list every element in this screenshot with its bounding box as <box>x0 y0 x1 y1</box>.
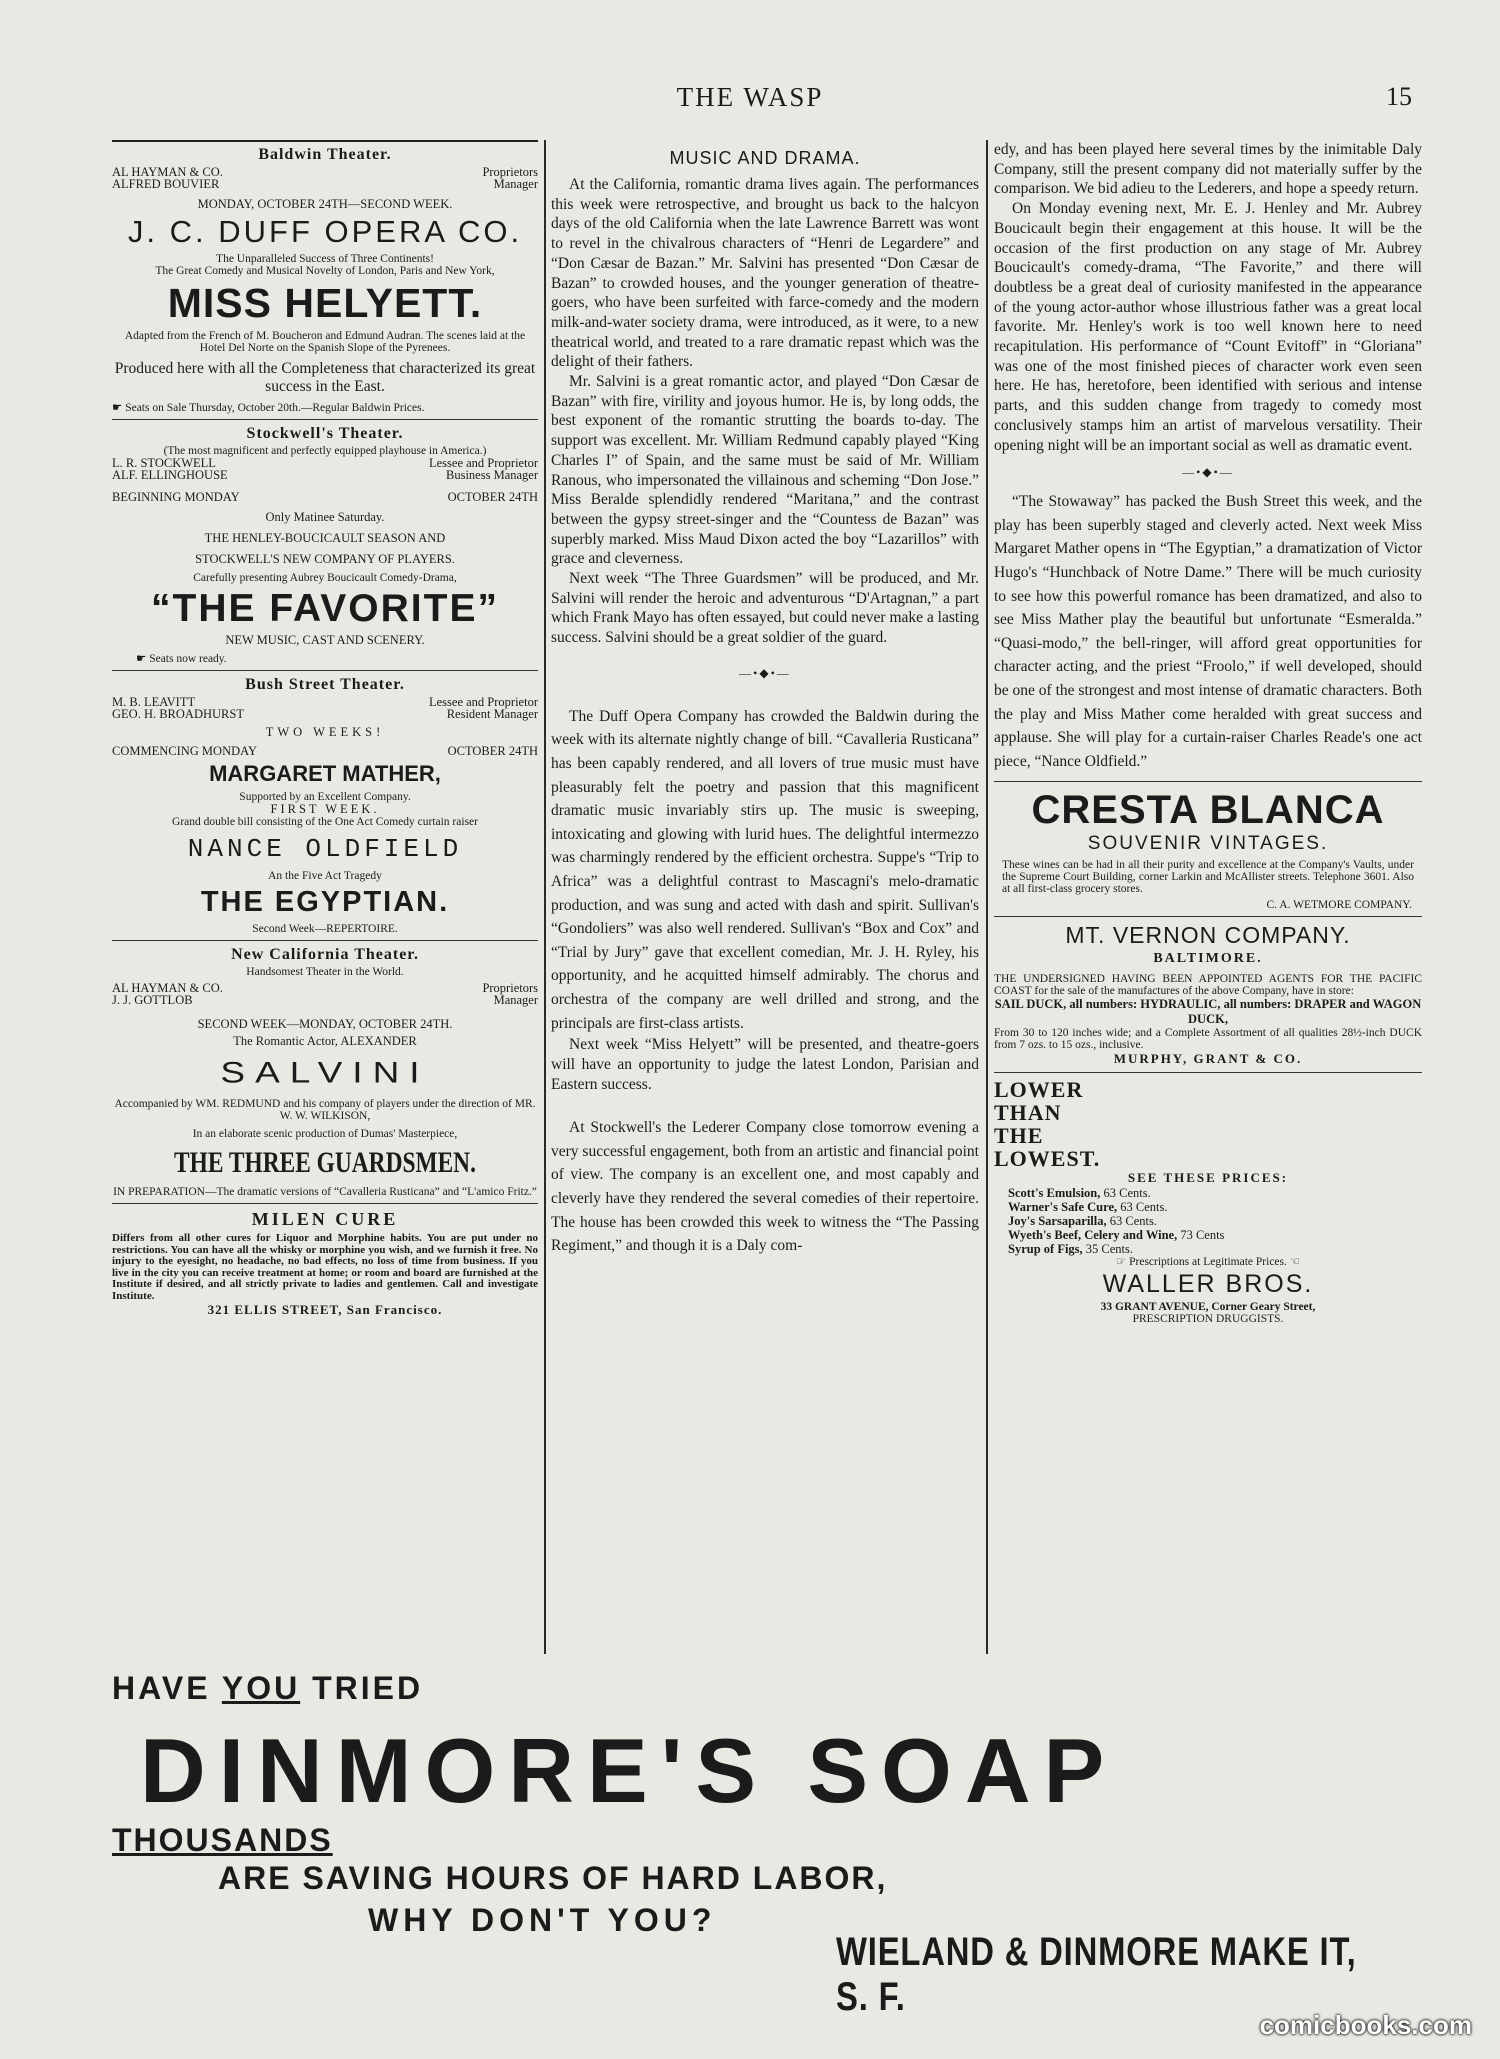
section-rule <box>994 1072 1422 1073</box>
column-divider <box>544 140 546 1654</box>
article-paragraph: “The Stowaway” has packed the Bush Street this week, and the play has been superbly staged and cleverly acted. Next week Miss Margaret Mather opens in “The Egyptian,” a dramatization of Victor Hugo's “Hunchback of Notre Dame.” There will be much curiosity to see how this powerful romance has been dramatized, and also to see Miss Mather play the beautiful but unfortunate “Esmeralda.” “Quasi-modo,” the bell-ringer, will afford great opportunities for character acting, and the priest “Froolo,” if well developed, should be one of the strongest and most intense of dramatic characters. Both the play and Miss Mather come heralded with great success and applause. She will play for a curtain-raiser Charles Reade's one act piece, “Nance Oldfield.” <box>994 493 1422 770</box>
ad-signature: MURPHY, GRANT & CO. <box>1113 1051 1303 1067</box>
waller-bros-ad <box>994 1078 1422 1325</box>
production-line: In an elaborate scenic production of Dumas' Masterpiece, <box>192 1128 458 1140</box>
two-weeks: TWO WEEKS! <box>265 725 385 739</box>
matinee-note: Only Matinee Saturday. <box>265 510 385 524</box>
ad-text: Differs from all other cures for Liquor and Morphine habits. You are put under no restrictions. You can have all the whisky or morphine you wish, and we furnish it free. No injury to the eyesight, no headache, no bad effects, no loss of time from business. If you live in the city you can receive treatment at home; or room and board are furnished at the Institute if desired, and all strictly private to ladies and gentlemen. Call and investigate Institute. <box>112 1232 538 1302</box>
price-item <box>1008 1186 1422 1200</box>
ad-line-1 <box>112 1670 423 1707</box>
company-name: J. C. DUFF OPERA CO. <box>127 214 523 249</box>
product-name: DINMORE'S SOAP <box>140 1721 1118 1822</box>
company-name: MT. VERNON COMPANY. <box>1065 922 1351 949</box>
prescription-text: Prescriptions at Legitimate Prices. <box>1129 1256 1287 1269</box>
prices-heading: SEE THESE PRICES: <box>1127 1170 1289 1186</box>
lessee-name: L. R. STOCKWELL <box>112 456 216 470</box>
store-name: WALLER BROS. <box>1102 1270 1314 1299</box>
actor-name: SALVINI <box>220 1056 430 1089</box>
product-name: Syrup of Figs, <box>1008 1242 1083 1257</box>
article-paragraph: At the California, romantic drama lives again. The performances this week were retrospective, and brought us back to the halcyon days of the old California when the late Lawrence Barrett was wont to revel in the chivalrous characters of “Henri de Legardere” and “Don Cæsar de Bazan.” Mr. Salvini has presented “Don Cæsar de Bazan” to crowded houses, and the younger generation of theatre-goers, who have been surfeited with farce-comedy and the modern milk-and-water society drama, were introduced, as it were, to a new theatrical world, and treated to a rare dramatic repast which was the delight of their fathers. <box>551 176 979 371</box>
article-title: MUSIC AND DRAMA. <box>669 148 861 168</box>
california-theater-ad <box>112 946 538 1198</box>
ad-text: These wines can be had in all their purity and excellence at the Company's Vaults, under the Supreme Court Building, corner Larkin and McAllister streets. Telephone 3601. Also at all first-class grocery stores. <box>1002 859 1414 896</box>
manager-role: Business Manager <box>446 468 538 482</box>
headline-line: LOWER <box>994 1077 1084 1103</box>
tagline: The Unparalleled Success of Three Continents! <box>216 253 434 265</box>
article-paragraph: edy, and has been played here several times by the inimitable Daly Company, still the present company did not materially suffer by the comparison. We bid adieu to the Lederers, and hope a speedy return. <box>994 141 1422 198</box>
ad-line-3: THOUSANDS <box>112 1822 333 1858</box>
masthead-title: THE WASP <box>676 82 824 112</box>
ad-word: HAVE <box>112 1670 211 1706</box>
product-price: 73 Cents <box>1180 1228 1225 1243</box>
theater-name: Baldwin Theater. <box>258 146 392 163</box>
product-list: SAIL DUCK, all numbers: HYDRAULIC, all numbers: DRAPER and WAGON DUCK, <box>994 997 1422 1027</box>
baldwin-theater-ad <box>112 146 538 414</box>
star-name: MARGARET MATHER, <box>209 761 441 786</box>
pointing-hand-icon: ☛ <box>136 653 150 665</box>
proprietor-name: AL HAYMAN & CO. <box>112 981 223 995</box>
begin-label: BEGINNING MONDAY <box>112 490 240 504</box>
prescription-note <box>994 1256 1422 1268</box>
headline-line: LOWEST. <box>994 1146 1101 1172</box>
commencing-label: COMMENCING MONDAY <box>112 744 258 758</box>
lessee-role: Lessee and Proprietor <box>429 695 538 709</box>
lessee-role: Lessee and Proprietor <box>429 456 538 470</box>
music-note: NEW MUSIC, CAST AND SCENERY. <box>225 633 425 647</box>
theater-listings-column <box>112 140 538 1657</box>
price-item <box>1008 1242 1422 1256</box>
ad-signature: C. A. WETMORE COMPANY. <box>1266 899 1412 912</box>
company-city: BALTIMORE. <box>1153 951 1263 967</box>
theater-name: Bush Street Theater. <box>245 676 405 693</box>
section-rule <box>994 916 1422 917</box>
run-date: MONDAY, OCTOBER 24TH—SECOND WEEK. <box>197 197 453 211</box>
show-title: MISS HELYETT. <box>167 280 483 326</box>
manager-name: ALF. ELLINGHOUSE <box>112 468 228 482</box>
mt-vernon-ad <box>994 922 1422 1067</box>
article-paragraph: The Duff Opera Company has crowded the Baldwin during the week with its alternate nightly change of bill. “Cavalleria Rusticana” has been capably rendered, and all lovers of true music must have pleasurably felt the poetry and passion that this magnificent dramatic music invariably stirs up. The music is sweeping, intoxicating and glowing with lurid hues. The delightful intermezzo was charmingly rendered by the efficient orchestra. Suppe's “Trip to Africa” was a delightful contrast to Mascagni's melo-dramatic production, and was sung and acted with dash and spirit. Sullivan's “Gondoliers” was also well rendered. Sullivan's “Box and Cox” and “Trial by Jury” gave that excellent comedian, Mr. J. H. Ryley, his opportunity, and he acquitted himself admirably. The chorus and orchestra of the company are well drilled and strong, and the principals are first-class artists. <box>551 707 979 1032</box>
ad-text: THE UNDERSIGNED HAVING BEEN APPOINTED AGENTS FOR THE PACIFIC COAST for the sale of the manufactures of the above Company, have in store: <box>994 973 1422 998</box>
show-title: THE THREE GUARDSMEN. <box>174 1146 476 1179</box>
seat-sale-note <box>112 402 538 414</box>
headline-line: THE <box>994 1123 1044 1149</box>
stockwell-theater-ad <box>112 425 538 665</box>
manager-role: Resident Manager <box>446 707 538 721</box>
season-line: THE HENLEY-BOUCICAULT SEASON AND <box>204 531 446 545</box>
ad-word: TRIED <box>312 1670 424 1706</box>
seats-note <box>136 653 538 665</box>
pointing-hand-icon: ☞ <box>1115 1256 1130 1269</box>
music-and-drama-column <box>551 140 979 1655</box>
watermark: comicbooks.com <box>1259 2010 1472 2040</box>
article-paragraph: Next week “Miss Helyett” will be presented, and theatre-goers will have an opportunity to judge the latest London, Parisian and Eastern success. <box>551 1036 979 1093</box>
seat-sale-text: Seats on Sale Thursday, October 20th.—Regular Baldwin Prices. <box>125 402 425 414</box>
price-item <box>1008 1214 1422 1228</box>
ad-address: 321 ELLIS STREET, San Francisco. <box>207 1302 443 1317</box>
maker-line: WIELAND & DINMORE MAKE IT, S. F. <box>836 1930 1357 2019</box>
product-price: 35 Cents. <box>1085 1242 1134 1257</box>
manager-name: J. J. GOTTLOB <box>112 993 193 1007</box>
pointing-hand-icon: ☛ <box>112 402 126 414</box>
preparation-note: IN PREPARATION—The dramatic versions of “Cavalleria Rusticana” and “L'amico Fritz.” <box>113 1186 537 1198</box>
proprietor-role: Proprietors <box>482 981 538 995</box>
product-name: Wyeth's Beef, Celery and Wine, <box>1008 1228 1178 1243</box>
product-name: Warner's Safe Cure, <box>1008 1200 1118 1215</box>
price-list <box>1008 1186 1422 1256</box>
ad-line-4: ARE SAVING HOURS OF HARD LABOR, <box>218 1860 888 1896</box>
manager-role: Manager <box>493 993 538 1007</box>
headline-line: THAN <box>994 1100 1062 1126</box>
cresta-blanca-ad <box>994 788 1422 911</box>
ad-text: From 30 to 120 inches wide; and a Complete Assortment of all qualities 28½-inch DUCK from 7 ozs. to 15 ozs., inclusive. <box>994 1027 1422 1052</box>
theater-name: Stockwell's Theater. <box>246 425 404 442</box>
section-rule <box>112 940 538 941</box>
double-bill: Grand double bill consisting of the One Act Comedy curtain raiser <box>172 816 478 828</box>
section-rule <box>112 670 538 671</box>
store-type: PRESCRIPTION DRUGGISTS. <box>1132 1313 1284 1326</box>
first-week: FIRST WEEK. <box>270 802 380 816</box>
show-title: “THE FAVORITE” <box>151 587 499 630</box>
article-paragraph: Mr. Salvini is a great romantic actor, and played “Don Cæsar de Bazan” with fire, virility and joyous humor. He is, by long odds, the best exponent of the romantic strutting the boards to-day. The support was excellent. Mr. William Redmund capably played “King Charles I” of Spain, and the same must be said of Mr. William Ranous, who impersonated the villainous and scheming “Don Jose.” Miss Beralde splendidly rendered “Maritana,” and the contrast between the gypsy street-singer and the “Countess de Bazan” was superbly marked. Miss Maud Dixon acted the boy “Lazarillos” with grace and cleverness. <box>551 373 979 568</box>
bush-street-theater-ad <box>112 676 538 935</box>
lessee-name: M. B. LEAVITT <box>112 695 196 709</box>
ad-title: MILEN CURE <box>251 1209 399 1229</box>
section-rule <box>112 419 538 420</box>
manager-role: Manager <box>493 177 538 191</box>
section-rule <box>112 1203 538 1204</box>
article-paragraph: Next week “The Three Guardsmen” will be produced, and Mr. Salvini will render the heroic and adventurous “D'Artagnan,” a part which Frank Mayo has often essayed, but could never make a lasting success. Salvini should be a great soldier of the guard. <box>551 570 979 647</box>
curtain-raiser-title: NANCE OLDFIELD <box>187 834 463 864</box>
price-item <box>1008 1228 1422 1242</box>
second-week: Second Week—REPERTOIRE. <box>252 923 398 935</box>
milen-cure-ad <box>112 1209 538 1318</box>
product-name: Scott's Emulsion, <box>1008 1186 1101 1201</box>
supported-line: Supported by an Excellent Company. <box>239 791 411 803</box>
ad-line-5: WHY DON'T YOU? <box>368 1902 717 1938</box>
ornament-divider: —•◆•— <box>739 665 791 680</box>
company-line: STOCKWELL'S NEW COMPANY OF PLAYERS. <box>195 552 455 566</box>
proprietor-name: AL HAYMAN & CO. <box>112 165 223 179</box>
ad-word-underlined: YOU <box>221 1670 301 1706</box>
price-item <box>1008 1200 1422 1214</box>
theater-name: New California Theater. <box>231 946 419 963</box>
brand-subtitle: SOUVENIR VINTAGES. <box>1087 833 1329 855</box>
proprietor-role: Proprietors <box>482 165 538 179</box>
production-note: Produced here with all the Completeness that characterized its great success in the East. <box>114 360 536 395</box>
column-divider <box>986 140 988 1654</box>
show-title: THE EGYPTIAN. <box>200 886 450 918</box>
tragedy-line: An the Five Act Tragedy <box>268 870 382 882</box>
product-price: 63 Cents. <box>1120 1200 1168 1215</box>
product-price: 63 Cents. <box>1109 1214 1157 1229</box>
section-rule <box>994 781 1422 782</box>
accompanied-line: Accompanied by WM. REDMUND and his company of players under the direction of MR. W. W. WILKISON, <box>114 1098 536 1122</box>
begin-date: OCTOBER 24TH <box>447 490 538 504</box>
ornament-divider: —•◆•— <box>1182 465 1234 480</box>
brand-name: CRESTA BLANCA <box>1031 788 1385 833</box>
article-paragraph: At Stockwell's the Lederer Company close tomorrow evening a very successful engagement, both from an artistic and financial point of view. The company is an excellent one, and most capably and cleverly have they rendered the several comedies of their repertoire. The house has been crowded this week to witness the “The Passing Regiment,” and though it is a Daly com- <box>551 1119 979 1255</box>
theater-description: Handsomest Theater in the World. <box>246 966 404 978</box>
product-price: 63 Cents. <box>1103 1186 1151 1201</box>
run-date: SECOND WEEK—MONDAY, OCTOBER 24TH. <box>197 1017 453 1031</box>
manager-name: GEO. H. BROADHURST <box>112 707 244 721</box>
pointing-hand-icon: ☜ <box>1286 1256 1301 1269</box>
spacer <box>551 1094 979 1116</box>
tagline: The Great Comedy and Musical Novelty of London, Paris and New York, <box>155 265 495 277</box>
article-paragraph: On Monday evening next, Mr. E. J. Henley and Mr. Aubrey Boucicault begin their engagement at this house. It will be the occasion of the first production on any stage of Mr. Aubrey Boucicault's comedy-drama, “The Favorite,” and there will doubtless be a great deal of curiosity manifested in the appearance of the young actor-author whose illustrious father was a great local favorite. Mr. Henley's work is too well known here to need recapitulation. His performance of “Count Evitoff” in “Gloriana” was one of the most finished pieces of character work even seen here. He has, heretofore, been identified with serious and intense parts, and this sudden change from tragedy to comedy most conclusively stamps him an artist of marvelous versatility. Their opening night will be an important social as well as dramatic event. <box>994 200 1422 454</box>
dinmores-soap-ad <box>0 1660 1500 2019</box>
continued-column <box>994 140 1422 1655</box>
manager-name: ALFRED BOUVIER <box>112 177 220 191</box>
theater-description: (The most magnificent and perfectly equipped playhouse in America.) <box>163 445 487 457</box>
seats-text: Seats now ready. <box>149 653 227 665</box>
show-description: Adapted from the French of M. Boucheron and Edmund Audran. The scenes laid at the Hotel Del Norte on the Spanish Slope of the Pyrenees. <box>124 330 526 354</box>
commencing-date: OCTOBER 24TH <box>447 744 538 758</box>
page-number: 15 <box>1386 82 1412 111</box>
product-name: Joy's Sarsaparilla, <box>1008 1214 1107 1229</box>
actor-line: The Romantic Actor, ALEXANDER <box>233 1034 417 1048</box>
presenting-line: Carefully presenting Aubrey Boucicault Comedy-Drama, <box>193 572 457 584</box>
store-address: 33 GRANT AVENUE, Corner Geary Street, <box>1100 1301 1316 1314</box>
